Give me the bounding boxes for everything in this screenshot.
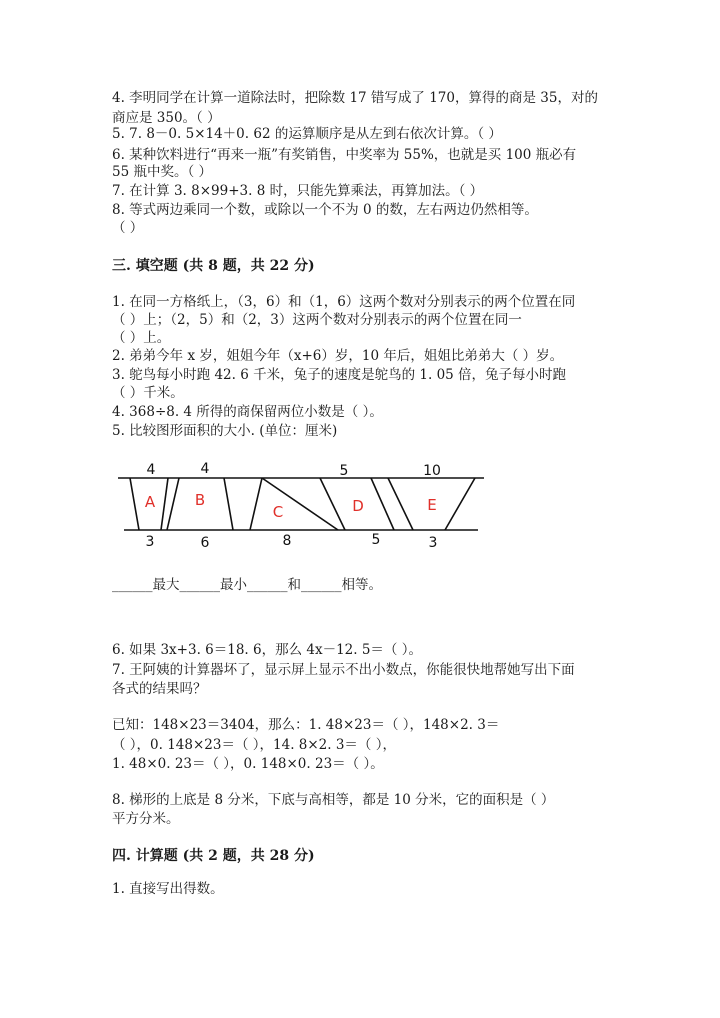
calc-q1: 1. 直接写出得数。 [112, 881, 224, 897]
fill-q4: 4. 368÷8. 4 所得的商保留两位小数是（ ）。 [112, 404, 383, 420]
figure-shape-label-5: E [427, 496, 437, 514]
figure-bottom-label-4: 5 [371, 532, 381, 548]
fill-q8-line1: 8. 梯形的上底是 8 分米，下底与高相等，都是 10 分米，它的面积是（ ） [112, 792, 555, 808]
shape-c-left-edge [250, 478, 262, 530]
judge-q6-line2: 55 瓶中奖。（ ） [112, 164, 213, 180]
figure-shape-label-2: B [194, 491, 206, 509]
shape-e-right-edge [445, 478, 475, 530]
area-comparison-figure [112, 458, 492, 554]
shape-d-left-edge [320, 478, 345, 530]
fill-q7-line2: 各式的结果吗？ [112, 681, 207, 697]
fill-q5: 5. 比较图形面积的大小. (单位：厘米) [112, 423, 338, 439]
figure-top-label-4: 10 [423, 463, 441, 479]
shape-b-left-edge [167, 478, 179, 530]
figure-bottom-label-5: 3 [428, 535, 438, 551]
figure-bottom-label-3: 8 [282, 533, 292, 549]
section3-heading: 三. 填空题 (共 8 题，共 22 分) [112, 258, 315, 274]
figure-shape-label-3: C [272, 503, 284, 521]
shape-a-left-edge [130, 478, 139, 530]
figure-top-label-1: 4 [146, 462, 156, 478]
shape-a-right-edge [161, 478, 168, 530]
fill-q1-line2: （ ）上；（2，5）和（2，3）这两个数对分别表示的两个位置在同一 [112, 312, 522, 328]
figure-bottom-label-2: 6 [200, 535, 210, 551]
judge-q4-line1: 4. 李明同学在计算一道除法时，把除数 17 错写成了 170，算得的商是 35，对的 [112, 90, 598, 106]
fill-q3-line2: （ ）千米。 [112, 385, 184, 401]
judge-q8-line2: （ ） [112, 220, 144, 236]
judge-q8-line1: 8. 等式两边乘同一个数，或除以一个不为 0 的数，左右两边仍然相等。 [112, 202, 538, 218]
fill-q7-line1: 7. 王阿姨的计算器坏了，显示屏上显示不出小数点，你能很快地帮她写出下面 [112, 662, 575, 678]
fill-q1-line1: 1. 在同一方格纸上，（3，6）和（1，6）这两个数对分别表示的两个位置在同 [112, 294, 576, 310]
judge-q7: 7. 在计算 3. 8×99+3. 8 时，只能先算乘法，再算加法。（ ） [112, 183, 484, 199]
fill-q6: 6. 如果 3x+3. 6＝18. 6，那么 4x－12. 5＝（ ）。 [112, 642, 422, 658]
judge-q4-line2: 商应是 350。（ ） [112, 110, 221, 126]
fill-q2: 2. 弟弟今年 x 岁，姐姐今年（x+6）岁，10 年后，姐姐比弟弟大（ ）岁。 [112, 348, 564, 364]
section4-heading: 四. 计算题 (共 2 题，共 28 分) [112, 848, 315, 864]
shape-e-left-edge [388, 478, 413, 530]
fill-q7-line3: 已知：148×23＝3404，那么：1. 48×23＝（ ），148×2. 3＝ [112, 717, 500, 733]
figure-shape-label-1: A [144, 493, 156, 511]
fill-q7-line5: 1. 48×0. 23＝（ ），0. 148×0. 23＝（ ）。 [112, 756, 384, 772]
shape-d-right-edge [371, 478, 394, 530]
fill-q8-line2: 平方分米。 [112, 811, 180, 827]
fill-q1-line3: （ ）上。 [112, 330, 171, 346]
figure-bottom-label-1: 3 [145, 534, 155, 550]
judge-q5: 5. 7. 8－0. 5×14＋0. 62 的运算顺序是从左到右依次计算。（ ） [112, 126, 502, 142]
figure-top-label-2: 4 [200, 461, 210, 477]
fill-q3-line1: 3. 鸵鸟每小时跑 42. 6 千米，兔子的速度是鸵鸟的 1. 05 倍，兔子每小时跑 [112, 367, 567, 383]
judge-q6-line1: 6. 某种饮料进行“再来一瓶”有奖销售，中奖率为 55%，也就是买 100 瓶必有 [112, 147, 577, 163]
fill-q7-line4: （ ），0. 148×23＝（ ），14. 8×2. 3＝（ ）， [112, 737, 396, 753]
fill-q5-answer-line: ______最大______最小______和______相等。 [112, 577, 382, 593]
figure-shape-label-4: D [352, 497, 364, 515]
figure-top-label-3: 5 [339, 463, 349, 479]
shape-b-right-edge [224, 478, 233, 530]
